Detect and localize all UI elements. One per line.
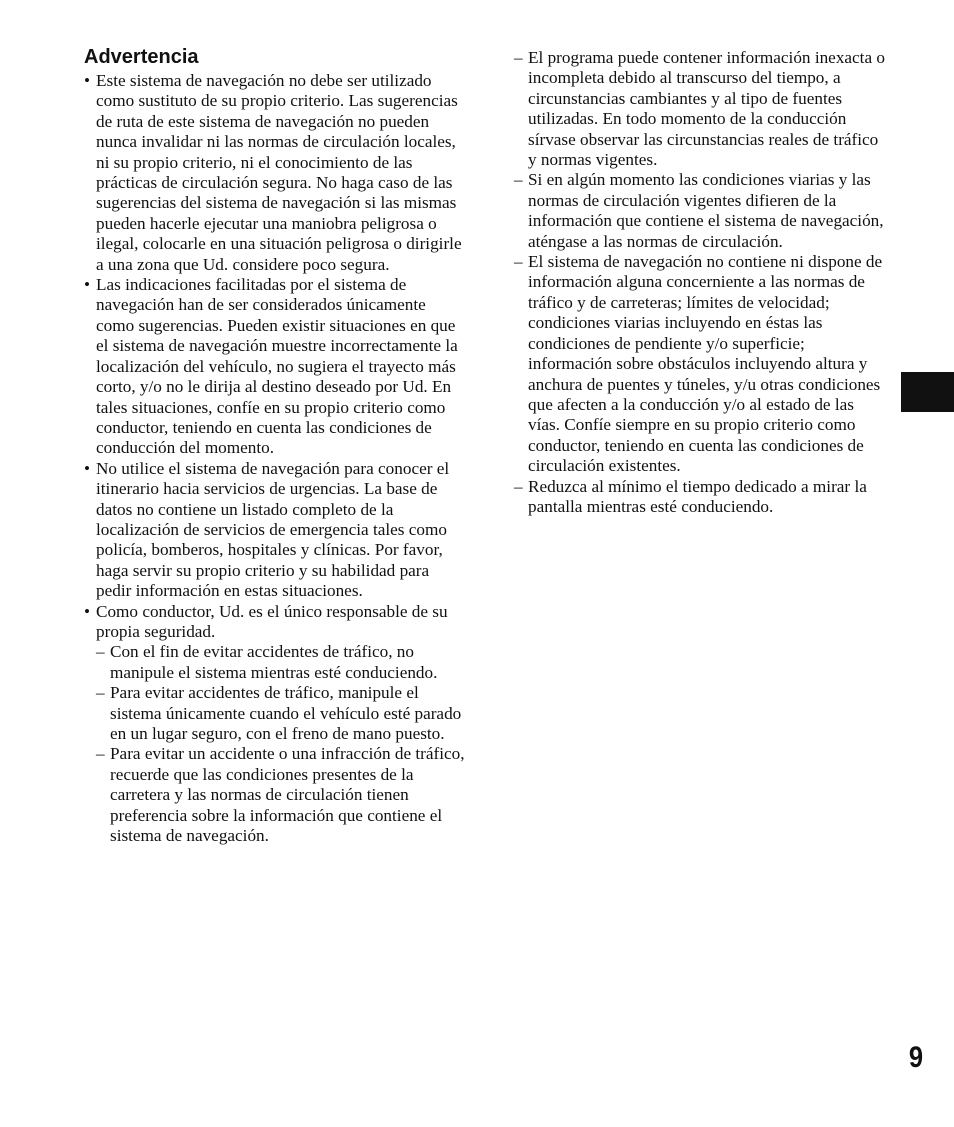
bullet-item-1: • Este sistema de navegación no debe ser utilizado como sustituto de su propio criterio. Las sugerencias de ruta de este sistema de navegación no pueden nunca invalidar ni las normas de circulación locales, ni su propio criterio, ni el conocimiento de las prácticas de circulación segura. No haga caso de las sugerencias del sistema de navegación si las mismas pueden hacerle ejecutar una maniobra peligrosa o ilegal, colocarle en una situación peligrosa o dirigirle a una zona que Ud. considere poco segura. (84, 71, 466, 275)
right-item-4: – Reduzca al mínimo el tiempo dedicado a mirar la pantalla mientras esté conduciendo. (514, 477, 886, 518)
warning-bullet-list (84, 71, 466, 846)
sub-item-1: – Con el fin de evitar accidentes de tráfico, no manipule el sistema mientras esté conduciendo. (96, 642, 466, 683)
sub-item-2: – Para evitar accidentes de tráfico, manipule el sistema únicamente cuando el vehículo esté parado en un lugar seguro, con el freno de mano puesto. (96, 683, 466, 744)
right-item-3: – El sistema de navegación no contiene ni dispone de información alguna concerniente a las normas de tráfico y de carreteras; límites de velocidad; condiciones viarias incluyendo en éstas las condiciones de pendiente y/o superficie; información sobre obstáculos incluyendo altura y anchura de puentes y túneles, y/u otras condiciones que afecten a la conducción y/o al estado de las vías. Confíe siempre en su propio criterio como conductor, teniendo en cuenta las condiciones de circulación existentes. (514, 252, 886, 476)
section-heading: Advertencia (84, 46, 199, 68)
bullet-item-4 (84, 602, 466, 847)
bullet-item-2: • Las indicaciones facilitadas por el sistema de navegación han de ser considerados únicamente como sugerencias. Pueden existir situaciones en que el sistema de navegación muestre incorrectamente la localización del vehículo, no sugiera el trayecto más corto, y/o no le dirija al destino deseado por Ud. En tales situaciones, confíe en su propio criterio como conductor, teniendo en cuenta las condiciones de conducción del momento. (84, 275, 466, 459)
right-column (514, 48, 886, 517)
section-tab-marker (901, 372, 954, 412)
right-item-2: – Si en algún momento las condiciones viarias y las normas de circulación vigentes difieren de la información que contiene el sistema de navegación, aténgase a las normas de circulación. (514, 170, 886, 252)
right-item-1: – El programa puede contener información inexacta o incompleta debido al transcurso del tiempo, a circunstancias cambiantes y al tipo de fuentes utilizadas. En todo momento de la conducción sírvase observar las circunstancias reales de tráfico y normas vigentes. (514, 48, 886, 170)
page-number: 9 (908, 1041, 924, 1074)
sub-item-3: – Para evitar un accidente o una infracción de tráfico, recuerde que las condiciones presentes de la carretera y las normas de circulación tienen preferencia sobre la información que contiene el sistema de navegación. (96, 744, 466, 846)
bullet-item-3: • No utilice el sistema de navegación para conocer el itinerario hacia servicios de urgencias. La base de datos no contiene un listado completo de la localización de servicios de emergencia tales como policía, bomberos, hospitales y clínicas. Por favor, haga servir su propio criterio y su habilidad para pedir información en estas situaciones. (84, 459, 466, 602)
left-column (84, 71, 466, 846)
bullet-item-4-text: Como conductor, Ud. es el único responsable de su propia seguridad. (96, 601, 448, 641)
right-dash-list (514, 48, 886, 517)
driver-safety-sub-list (96, 642, 466, 846)
